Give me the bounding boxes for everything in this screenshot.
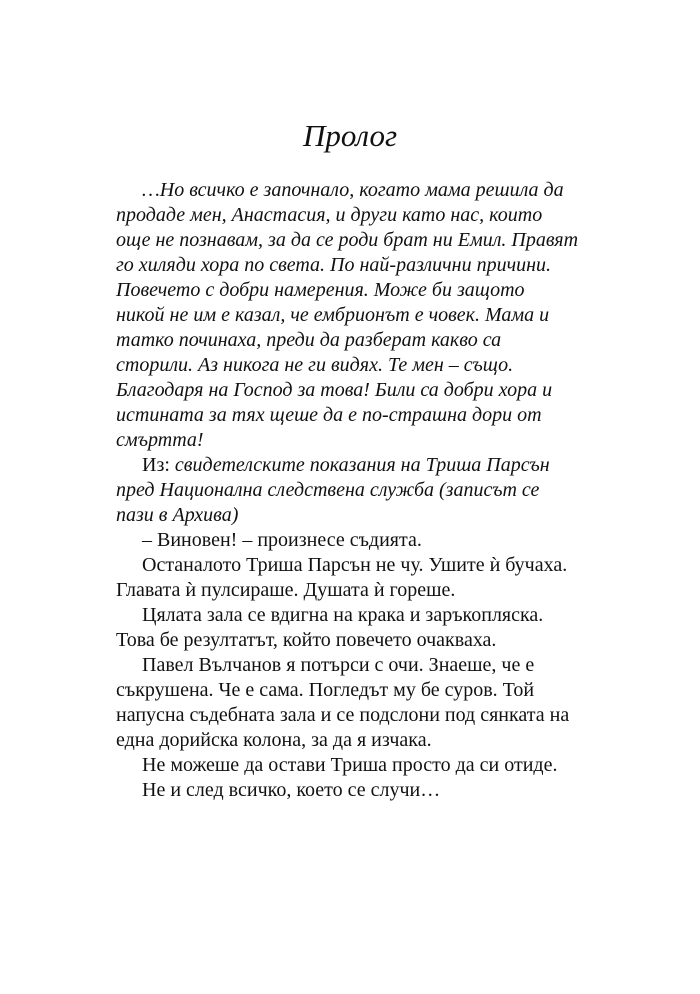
text-line: истината за тях щеше да е по-страшна дори от xyxy=(116,404,542,426)
chapter-title: Пролог xyxy=(302,118,398,153)
paragraph-verdict xyxy=(116,528,608,553)
text-line: една дорийска колона, за да я изчака. xyxy=(116,729,432,751)
paragraph-testimony xyxy=(116,178,608,453)
text-line: съкрушена. Че е сама. Погледът му бе суров. Той xyxy=(116,679,535,701)
paragraph xyxy=(116,753,608,778)
text-line: го хиляди хора по света. По най-различни причини. xyxy=(116,254,552,276)
source-text: свидетелските показания на Триша Парсън xyxy=(174,454,550,476)
text-line: …Но всичко е започнало, когато мама решила да xyxy=(142,179,564,201)
text-line: Благодаря на Господ за това! Били са добри хора и xyxy=(116,379,553,401)
text-line: сторили. Аз никога не ги видях. Те мен – също. xyxy=(116,354,514,376)
paragraph xyxy=(116,603,608,653)
text-line xyxy=(116,453,608,478)
paragraph xyxy=(116,778,608,803)
paragraph xyxy=(116,653,608,753)
text-line: Останалото Триша Парсън не чу. Ушите ѝ бучаха. xyxy=(142,554,568,576)
text-line: Не можеше да остави Триша просто да си отиде. xyxy=(142,754,558,776)
source-prefix: Из: xyxy=(142,454,175,476)
text-line: никой не им е казал, че ембрионът е човек. Мама и xyxy=(116,304,550,326)
text-line: Не и след всичко, което се случи… xyxy=(142,779,441,801)
text-line: напусна съдебната зала и се подслони под сянката на xyxy=(116,704,570,726)
text-line: Главата ѝ пулсираше. Душата ѝ гореше. xyxy=(116,579,456,601)
text-line: смъртта! xyxy=(116,429,204,451)
text-line: пази в Архива) xyxy=(116,504,239,526)
text-line: Павел Вълчанов я потърси с очи. Знаеше, че е xyxy=(142,654,535,676)
text-line: Това бе резултатът, който повечето очакваха. xyxy=(116,629,497,651)
text-line: още не познавам, за да се роди брат ни Емил. Правят xyxy=(116,229,579,251)
paragraph xyxy=(116,553,608,603)
text-line: Повечето с добри намерения. Може би защото xyxy=(116,279,525,301)
text-line: продаде мен, Анастасия, и други като нас, които xyxy=(116,204,543,226)
text-line: – Виновен! – произнесе съдията. xyxy=(142,529,422,551)
chapter-body xyxy=(116,178,608,803)
text-line: Цялата зала се вдигна на крака и заръкопляска. xyxy=(142,604,544,626)
text-line: татко починаха, преди да разберат какво са xyxy=(116,329,502,351)
text-line: пред Национална следствена служба (записът се xyxy=(116,479,540,501)
paragraph-source xyxy=(116,453,608,528)
